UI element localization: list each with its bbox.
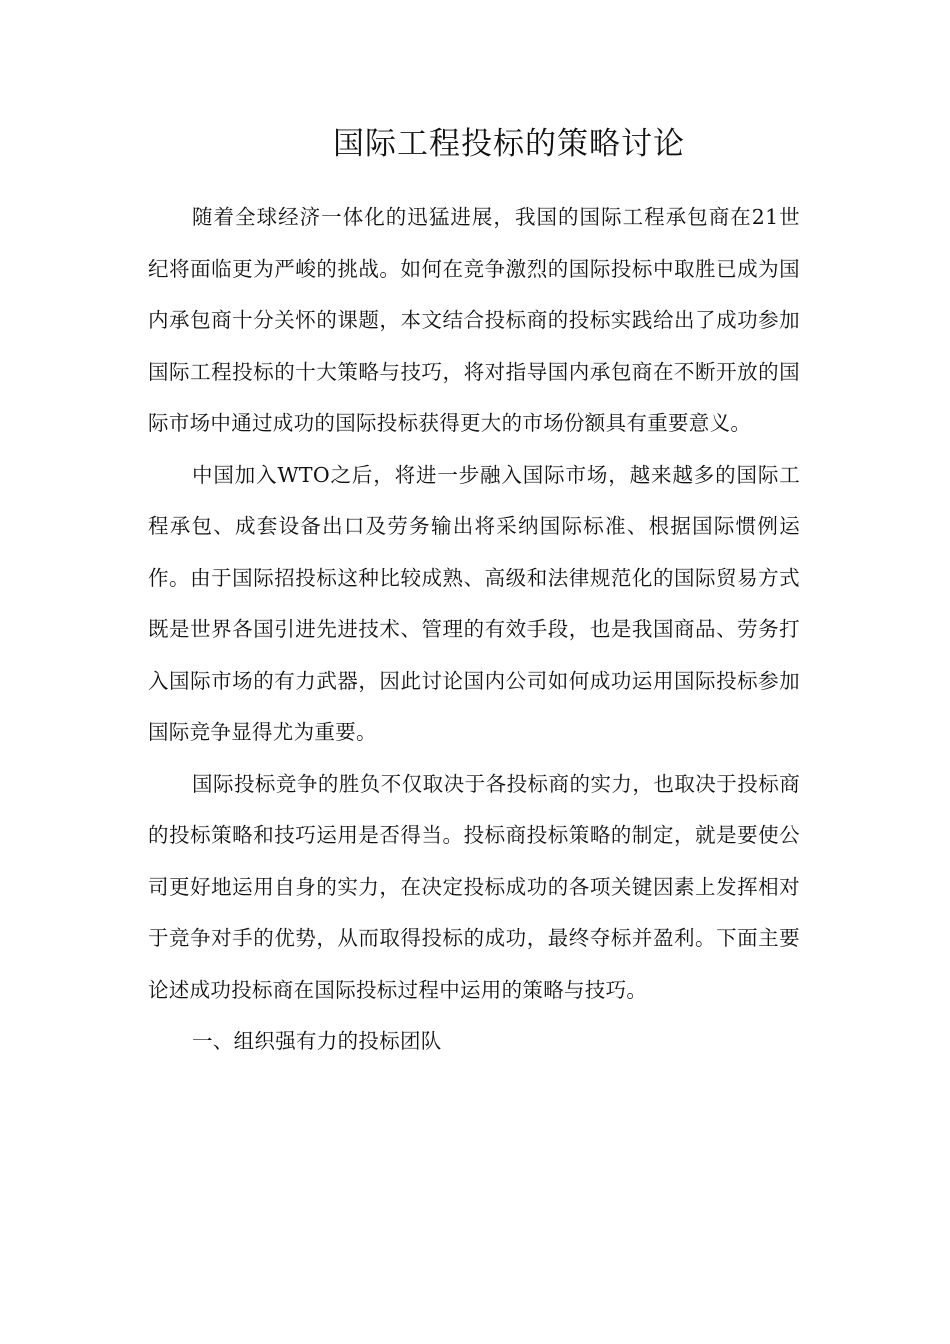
section-heading: 一、组织强有力的投标团队	[192, 1029, 442, 1053]
paragraph-strategy: 国际投标竞争的胜负不仅取决于各投标商的实力，也取决于投标商的投标策略和技巧运用是否得当。投标商投标策略的制定，就是要使公司更好地运用自身的实力，在决定投标成功的各项关键因素上发挥相对于竞争对手的优势，从而取得投标的成功，最终夺标并盈利。下面主要论述成功投标商在国际投标过程中运用的策略与技巧。	[148, 771, 800, 1002]
document-title: 国际工程投标的策略讨论	[333, 126, 685, 162]
document-body	[148, 192, 800, 1068]
paragraph-intro: 随着全球经济一体化的迅猛进展，我国的国际工程承包商在21世纪将面临更为严峻的挑战。如何在竞争激烈的国际投标中取胜已成为国内承包商十分关怀的课题，本文结合投标商的投标实践给出了成功参加国际工程投标的十大策略与技巧，将对指导国内承包商在不断开放的国际市场中通过成功的国际投标获得更大的市场份额具有重要意义。	[148, 205, 800, 435]
paragraph-wto: 中国加入WTO之后，将进一步融入国际市场，越来越多的国际工程承包、成套设备出口及劳务输出将采纳国际标准、根据国际惯例运作。由于国际招投标这种比较成熟、高级和法律规范化的国际贸易方式既是世界各国引进先进技术、管理的有效手段，也是我国商品、劳务打入国际市场的有力武器，因此讨论国内公司如何成功运用国际投标参加国际竞争显得尤为重要。	[148, 462, 800, 744]
